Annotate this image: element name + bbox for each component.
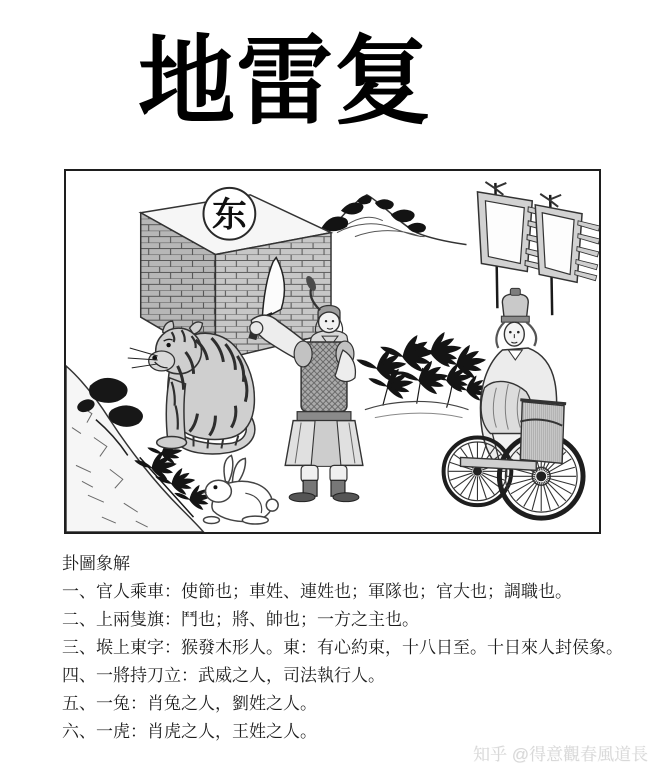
bamboo-grove	[355, 330, 489, 417]
mountain	[321, 195, 466, 245]
zhihu-watermark: 知乎 @得意觀春風道長	[473, 745, 648, 764]
banner-flags	[477, 182, 599, 315]
flag-right	[535, 194, 599, 283]
belt	[297, 412, 351, 421]
cart-backrest	[520, 402, 564, 464]
interpretation-section	[62, 550, 647, 746]
east-sign	[203, 188, 255, 240]
interpretation-line-5: 五、一兔：肖兔之人，劉姓之人。	[62, 694, 317, 713]
official-in-cart	[444, 288, 583, 518]
interpretation-line-3: 三、堠上東字：猴發木形人。東：有心約束，十八日至。十日來人封侯象。	[62, 638, 623, 657]
hexagram-illustration	[66, 171, 599, 532]
hexagram-title: 地雷复	[138, 27, 432, 136]
east-sign-label: 东	[211, 195, 247, 235]
interpretation-line-6: 六、一虎：肖虎之人，王姓之人。	[62, 722, 317, 741]
illustration-frame	[64, 169, 601, 534]
rabbit-figure	[202, 455, 278, 524]
interpretation-line-2: 二、上兩隻旗：鬥也；將、帥也；一方之主也。	[62, 610, 419, 629]
sword-hand	[250, 322, 263, 335]
interpretation-line-1: 一、官人乘車：使節也；車姓、連姓也；軍隊也；官大也；調職也。	[62, 582, 572, 601]
interpretation-line-4: 四、一將持刀立：武威之人，司法執行人。	[62, 666, 385, 685]
interpretation-heading: 卦圖象解	[62, 554, 130, 573]
